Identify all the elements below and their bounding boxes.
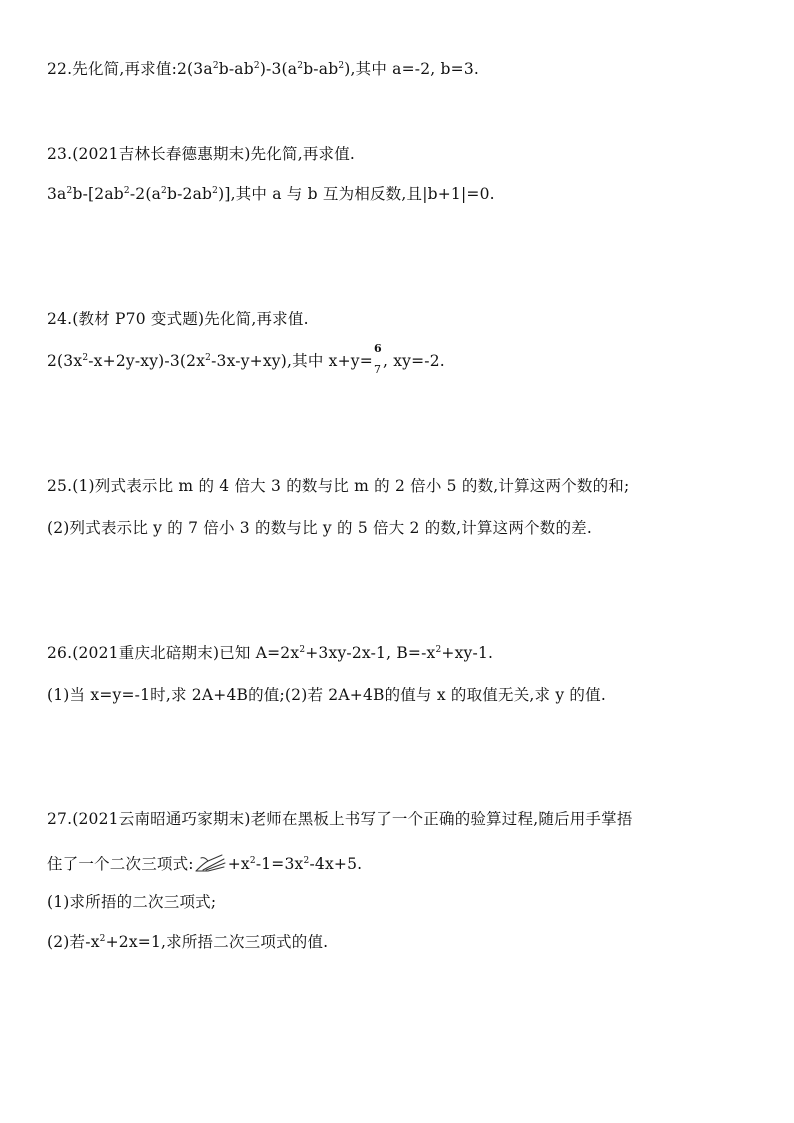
q24-text-a: 2(3x (47, 352, 83, 370)
exponent: 2 (297, 61, 304, 71)
q22-text-p2: )-3(a (259, 60, 298, 78)
q27-text-l4a: (2)若-x (47, 933, 100, 951)
q27-text-l4b: +2x=1,求所捂二次三项式的值. (105, 933, 329, 951)
exponent: 2 (123, 186, 130, 196)
question-27-expression (47, 853, 362, 875)
exponent: 2 (249, 856, 256, 866)
q24-text-b: -x+2y-xy)-3(2x (88, 352, 206, 370)
exponent: 2 (212, 61, 219, 71)
q26-text-b: +3xy-2x-1, B=-x (305, 644, 436, 662)
q22-text-p3: b-ab (303, 60, 339, 78)
question-26-parts (47, 684, 606, 706)
question-27-heading (47, 808, 633, 830)
exponent: 2 (435, 645, 442, 655)
q23-heading-text: 23.(2021吉林长春德惠期末)先化简,再求值. (47, 145, 356, 163)
q24-text-d: , xy=-2. (382, 352, 445, 370)
q26-text-a: 26.(2021重庆北碚期末)已知 A=2x (47, 644, 300, 662)
q22-text-suffix: ),其中 a=-2, b=3. (344, 60, 480, 78)
question-26-heading (47, 642, 493, 664)
exponent: 2 (82, 353, 89, 363)
question-23-heading (47, 143, 355, 165)
q27-text-b: +x (227, 855, 250, 873)
q23-text-d: b-2ab (166, 185, 213, 203)
q22-text-prefix: 22.先化简,再求值:2(3a (47, 60, 213, 78)
exponent: 2 (99, 934, 106, 944)
exponent: 2 (66, 186, 73, 196)
q27-text-a: 住了一个二次三项式: (47, 855, 194, 873)
q22-text-p1: b-ab (218, 60, 254, 78)
q26-parts-text: (1)当 x=y=-1时,求 2A+4B的值;(2)若 2A+4B的值与 x 的取值无关,求 y 的值. (47, 686, 606, 704)
exponent: 2 (253, 61, 260, 71)
exponent: 2 (161, 186, 167, 196)
q24-text-c: -3x-y+xy),其中 x+y= (211, 352, 373, 370)
q26-text-c: +xy-1. (441, 644, 494, 662)
q25-part1-text: 25.(1)列式表示比 m 的 4 倍大 3 的数与比 m 的 2 倍小 5 的数,计算这两个数的和; (47, 477, 630, 495)
fraction-numerator: 6 (373, 342, 382, 355)
exponent: 2 (338, 61, 345, 71)
question-27-part2 (47, 931, 328, 953)
q23-text-e: )],其中 a 与 b 互为相反数,且|b+1|=0. (218, 185, 495, 203)
q23-text-a: 3a (47, 185, 67, 203)
question-22 (47, 58, 479, 80)
q27-part1-text: (1)求所捂的二次三项式; (47, 893, 217, 911)
hand-icon (194, 853, 228, 873)
question-25-part1 (47, 475, 629, 497)
q24-heading-text: 24.(教材 P70 变式题)先化简,再求值. (47, 310, 309, 328)
exponent: 2 (303, 856, 310, 866)
question-25-part2 (47, 517, 592, 539)
question-23-expression (47, 183, 495, 205)
fraction (373, 342, 383, 376)
q23-text-b: b-[2ab (72, 185, 124, 203)
q25-part2-text: (2)列式表示比 y 的 7 倍小 3 的数与比 y 的 5 倍大 2 的数,计算这两个数的差. (47, 519, 592, 537)
exponent: 2 (299, 645, 306, 655)
exponent: 2 (205, 353, 212, 363)
question-27-part1 (47, 891, 216, 913)
q27-heading-text: 27.(2021云南昭通巧家期末)老师在黑板上书写了一个正确的验算过程,随后用手掌捂 (47, 810, 633, 828)
q27-text-d: -4x+5. (309, 855, 363, 873)
question-24-heading (47, 308, 309, 330)
question-24-expression (47, 342, 445, 376)
fraction-denominator: 7 (373, 363, 382, 376)
exponent: 2 (212, 186, 219, 196)
q23-text-c: -2(a (129, 185, 162, 203)
q27-text-c: -1=3x (255, 855, 304, 873)
